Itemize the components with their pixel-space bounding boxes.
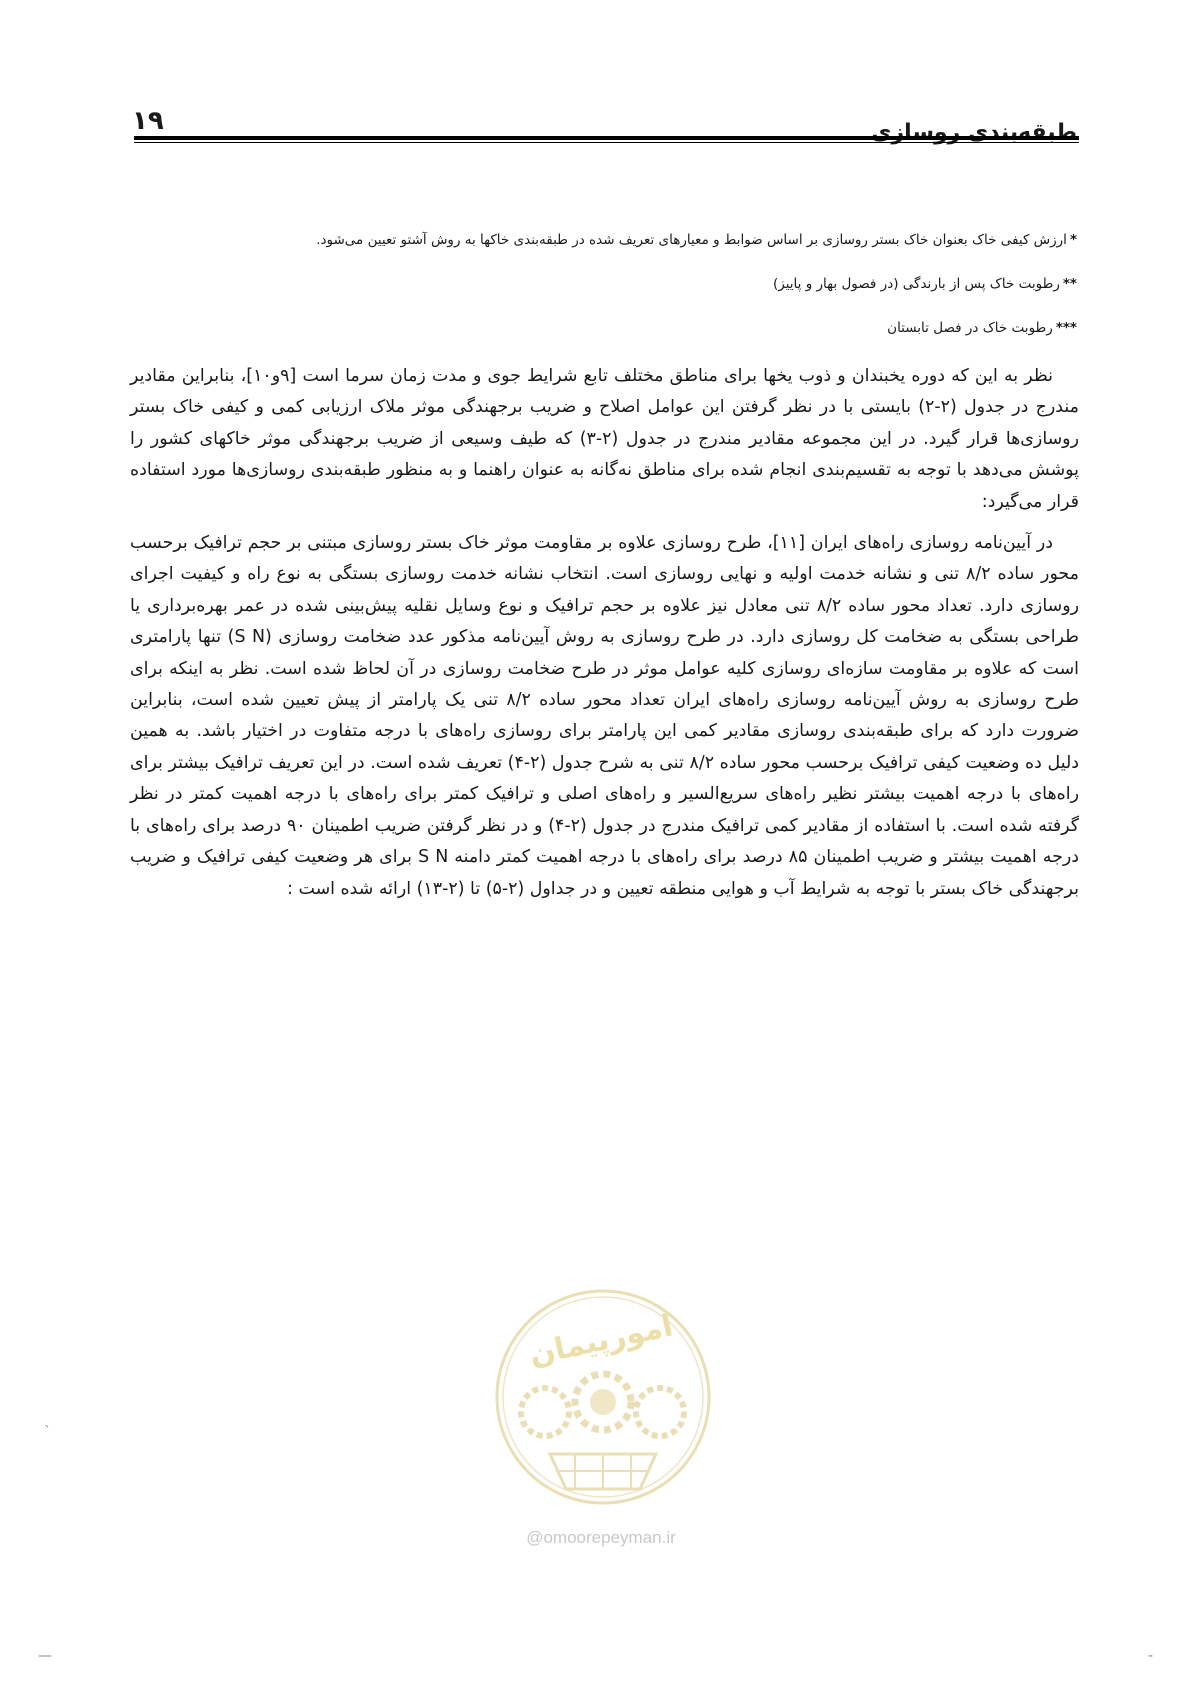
footnote bbox=[232, 318, 1077, 338]
footnote bbox=[232, 230, 1077, 250]
paragraph: در آیین‌نامه روسازی راه‌های ایران [۱۱]، طرح روسازی علاوه بر مقاومت موثر خاک بستر روسازی مبتنی بر حجم ترافیک برحسب محور ساده ۸/۲ تنی و نشانه خدمت اولیه و نهایی روسازی است. انتخاب نشانه خدمت روسازی بستگی به نوع راه و کیفیت اجرای روسازی دارد. تعداد محور ساده ۸/۲ تنی معادل نیز علاوه بر حجم ترافیک و نوع وسایل نقلیه پیش‌بینی شده در عمر بهره‌برداری یا طراحی بستگی به ضخامت کل روسازی دارد. در طرح روسازی به روش آیین‌نامه مذکور عدد ضخامت روسازی (S N) تنها پارامتری است که علاوه بر مقاومت سازه‌ای روسازی کلیه عوامل موثر در طرح ضخامت روسازی در آن لحاظ شده است. نظر به اینکه برای طرح روسازی به روش آیین‌نامه روسازی راه‌های ایران تعداد محور ساده ۸/۲ تنی یک پارامتر از پیش تعیین شده است، بنابراین ضرورت دارد که برای طبقه‌بندی روسازی مقادیر کمی این پارامتر برای روسازی راه‌های با درجه متفاوت در اختیار باشد. به همین دلیل ده وضعیت کیفی ترافیک برحسب محور ساده ۸/۲ تنی به شرح جدول (۲-۴) تعریف شده است. در این تعریف ترافیک بیشتر برای راه‌های با درجه اهمیت بیشتر نظیر راه‌های سریع‌السیر و راه‌های اصلی و ترافیک کمتر برای راه‌های با درجه اهمیت کمتر در نظر گرفته شده است. با استفاده از مقادیر کمی ترافیک مندرج در جدول (۲-۴) و در نظر گرفتن ضریب اطمینان ۹۰ درصد برای راه‌های با درجه اهمیت بیشتر و ضریب اطمینان ۸۵ درصد برای راه‌های با درجه اهمیت کمتر دامنه S N برای هر وضعیت کیفی ترافیک و ضریب برجهندگی خاک بستر با توجه به شرایط آب و هوایی منطقه تعیین و در جداول (۲-۵) تا (۲-۱۳) ارائه شده است : bbox=[130, 533, 1080, 899]
footnote-marker: * bbox=[1069, 232, 1077, 248]
body-text bbox=[130, 361, 1079, 915]
footnotes bbox=[232, 230, 1077, 362]
footnote bbox=[232, 274, 1077, 294]
scan-mark: - bbox=[1148, 1648, 1154, 1664]
watermark-logo bbox=[490, 1284, 716, 1510]
footnote-marker: ** bbox=[1062, 276, 1077, 292]
watermark-logo-text: امورپیمان bbox=[526, 1308, 676, 1373]
watermark-seal-icon bbox=[490, 1284, 716, 1510]
footnote-text: ارزش کیفی خاک بعنوان خاک بستر روسازی بر اساس ضوابط و معیارهای تعریف شده در طبقه‌بندی خاکها به روش آشتو تعیین می‌شود. bbox=[316, 232, 1067, 248]
running-header-title: طبقه‌بندی روسازی bbox=[871, 120, 1077, 145]
page-number: ۱۹ bbox=[132, 106, 164, 136]
header-rule bbox=[134, 136, 1079, 143]
footnote-marker: *** bbox=[1055, 320, 1077, 336]
scan-mark: ˎ bbox=[44, 1412, 51, 1428]
footnote-text: رطوبت خاک در فصل تابستان bbox=[887, 320, 1053, 336]
footnote-text: رطوبت خاک پس از بارندگی (در فصول بهار و پاییز) bbox=[773, 276, 1060, 292]
scan-mark: — bbox=[38, 1648, 52, 1664]
watermark-caption: @omoorepeyman.ir bbox=[526, 1528, 676, 1547]
paragraph: نظر به این که دوره یخبندان و ذوب یخها برای مناطق مختلف تابع شرایط جوی و مدت زمان سرما است [۹و۱۰]، بنابراین مقادیر مندرج در جدول (۲-۲) بایستی با در نظر گرفتن این عوامل اصلاح و ضریب برجهندگی موثر ملاک ارزیابی کمی و کیفی خاک بستر روسازی‌ها قرار گیرد. در این مجموعه مقادیر مندرج در جدول (۲-۳) که طیف وسیعی از ضریب برجهندگی موثر خاکهای کشور را پوشش می‌دهد با توجه به تقسیم‌بندی انجام شده برای مناطق نه‌گانه به عنوان راهنما و به منظور طبقه‌بندی روسازی‌ها مورد استفاده قرار می‌گیرد: bbox=[130, 366, 1079, 512]
